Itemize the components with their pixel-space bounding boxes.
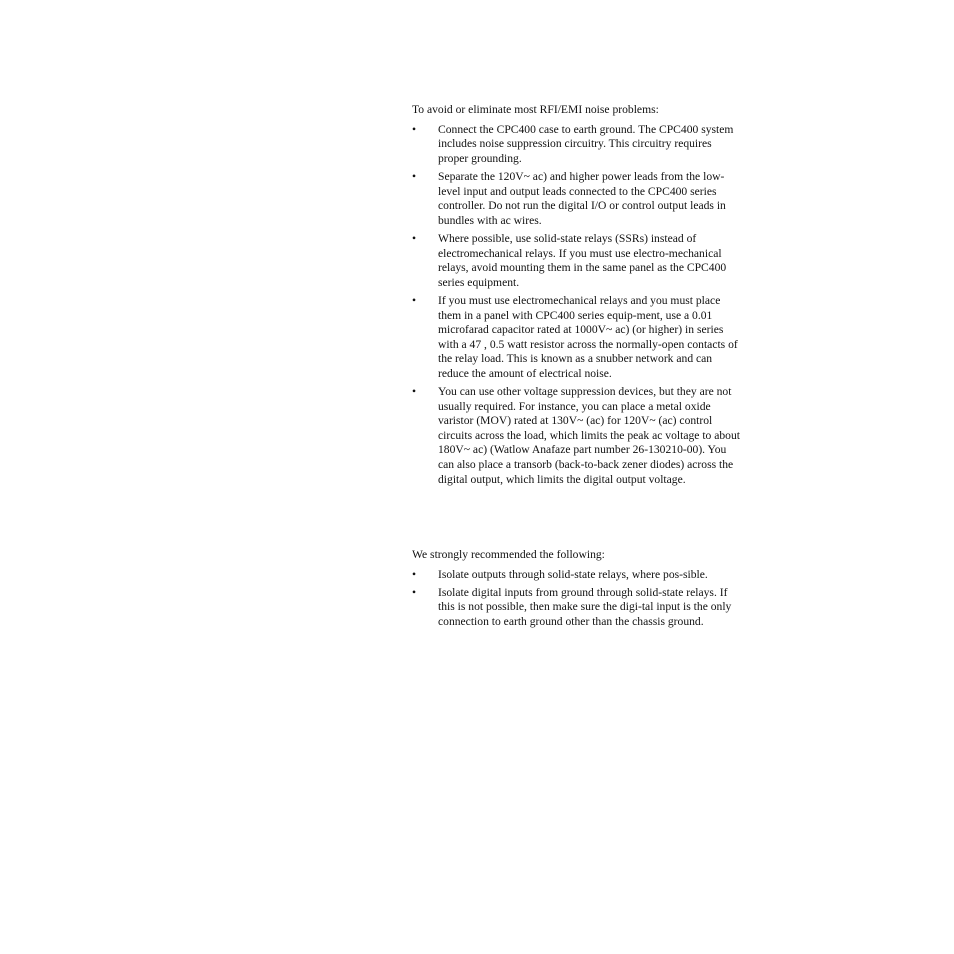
rfi-bullet-list: [412, 123, 742, 488]
list-item-text: Isolate outputs through solid-state relays, where pos-sible.: [438, 567, 708, 581]
bullet-icon: •: [412, 585, 417, 599]
bullet-icon: •: [412, 122, 417, 136]
bullet-icon: •: [412, 293, 417, 307]
list-item: [412, 170, 742, 228]
isolation-intro: We strongly recommended the following:: [412, 548, 605, 561]
list-item-text: You can use other voltage suppression devices, but they are not usually required. For instance, you can place a metal oxide varistor (MOV) rated at 130V~ (ac) for 120V~ (ac) control circuits across the load, which limits the peak ac voltage to about 180V~ ac) (Watlow Anafaze part number 26-130210-00). You can also place a transorb (back-to-back zener diodes) across the digital output, which limits the digital output voltage.: [438, 385, 740, 486]
bullet-icon: •: [412, 567, 417, 581]
isolation-section: [412, 548, 742, 633]
list-item: [412, 123, 742, 167]
list-item-text: If you must use electromechanical relays and you must place them in a panel with CPC400 series equip-ment, use a 0.01 microfarad capacitor rated at 1000V~ ac) (or higher) in series with a 47 , 0.5 watt resistor across the normally-open contacts of the relay load. This is known as a snubber network and can reduce the amount of electrical noise.: [438, 293, 738, 380]
bullet-icon: •: [412, 385, 417, 399]
list-item: [412, 385, 742, 487]
list-item-text: Connect the CPC400 case to earth ground. The CPC400 system includes noise suppression circuitry. This circuitry requires proper grounding.: [438, 122, 734, 165]
bullet-icon: •: [412, 169, 417, 183]
list-item-text: Separate the 120V~ ac) and higher power leads from the low-level input and output leads connected to the CPC400 series controller. Do not run the digital I/O or control output leads in bundles with ac wires.: [438, 169, 726, 227]
list-item: [412, 586, 742, 630]
rfi-section: [412, 103, 742, 491]
list-item: [412, 568, 742, 583]
list-item-text: Isolate digital inputs from ground through solid-state relays. If this is not possible, then make sure the digi-tal input is the only connection to earth ground other than the chassis ground.: [438, 585, 732, 628]
bullet-icon: •: [412, 231, 417, 245]
list-item: [412, 232, 742, 290]
rfi-intro: To avoid or eliminate most RFI/EMI noise problems:: [412, 103, 659, 116]
list-item-text: Where possible, use solid-state relays (SSRs) instead of electromechanical relays. If you must use electro-mechanical relays, avoid mounting them in the same panel as the CPC400 series equipment.: [438, 231, 727, 289]
isolation-bullet-list: [412, 568, 742, 630]
list-item: [412, 294, 742, 382]
